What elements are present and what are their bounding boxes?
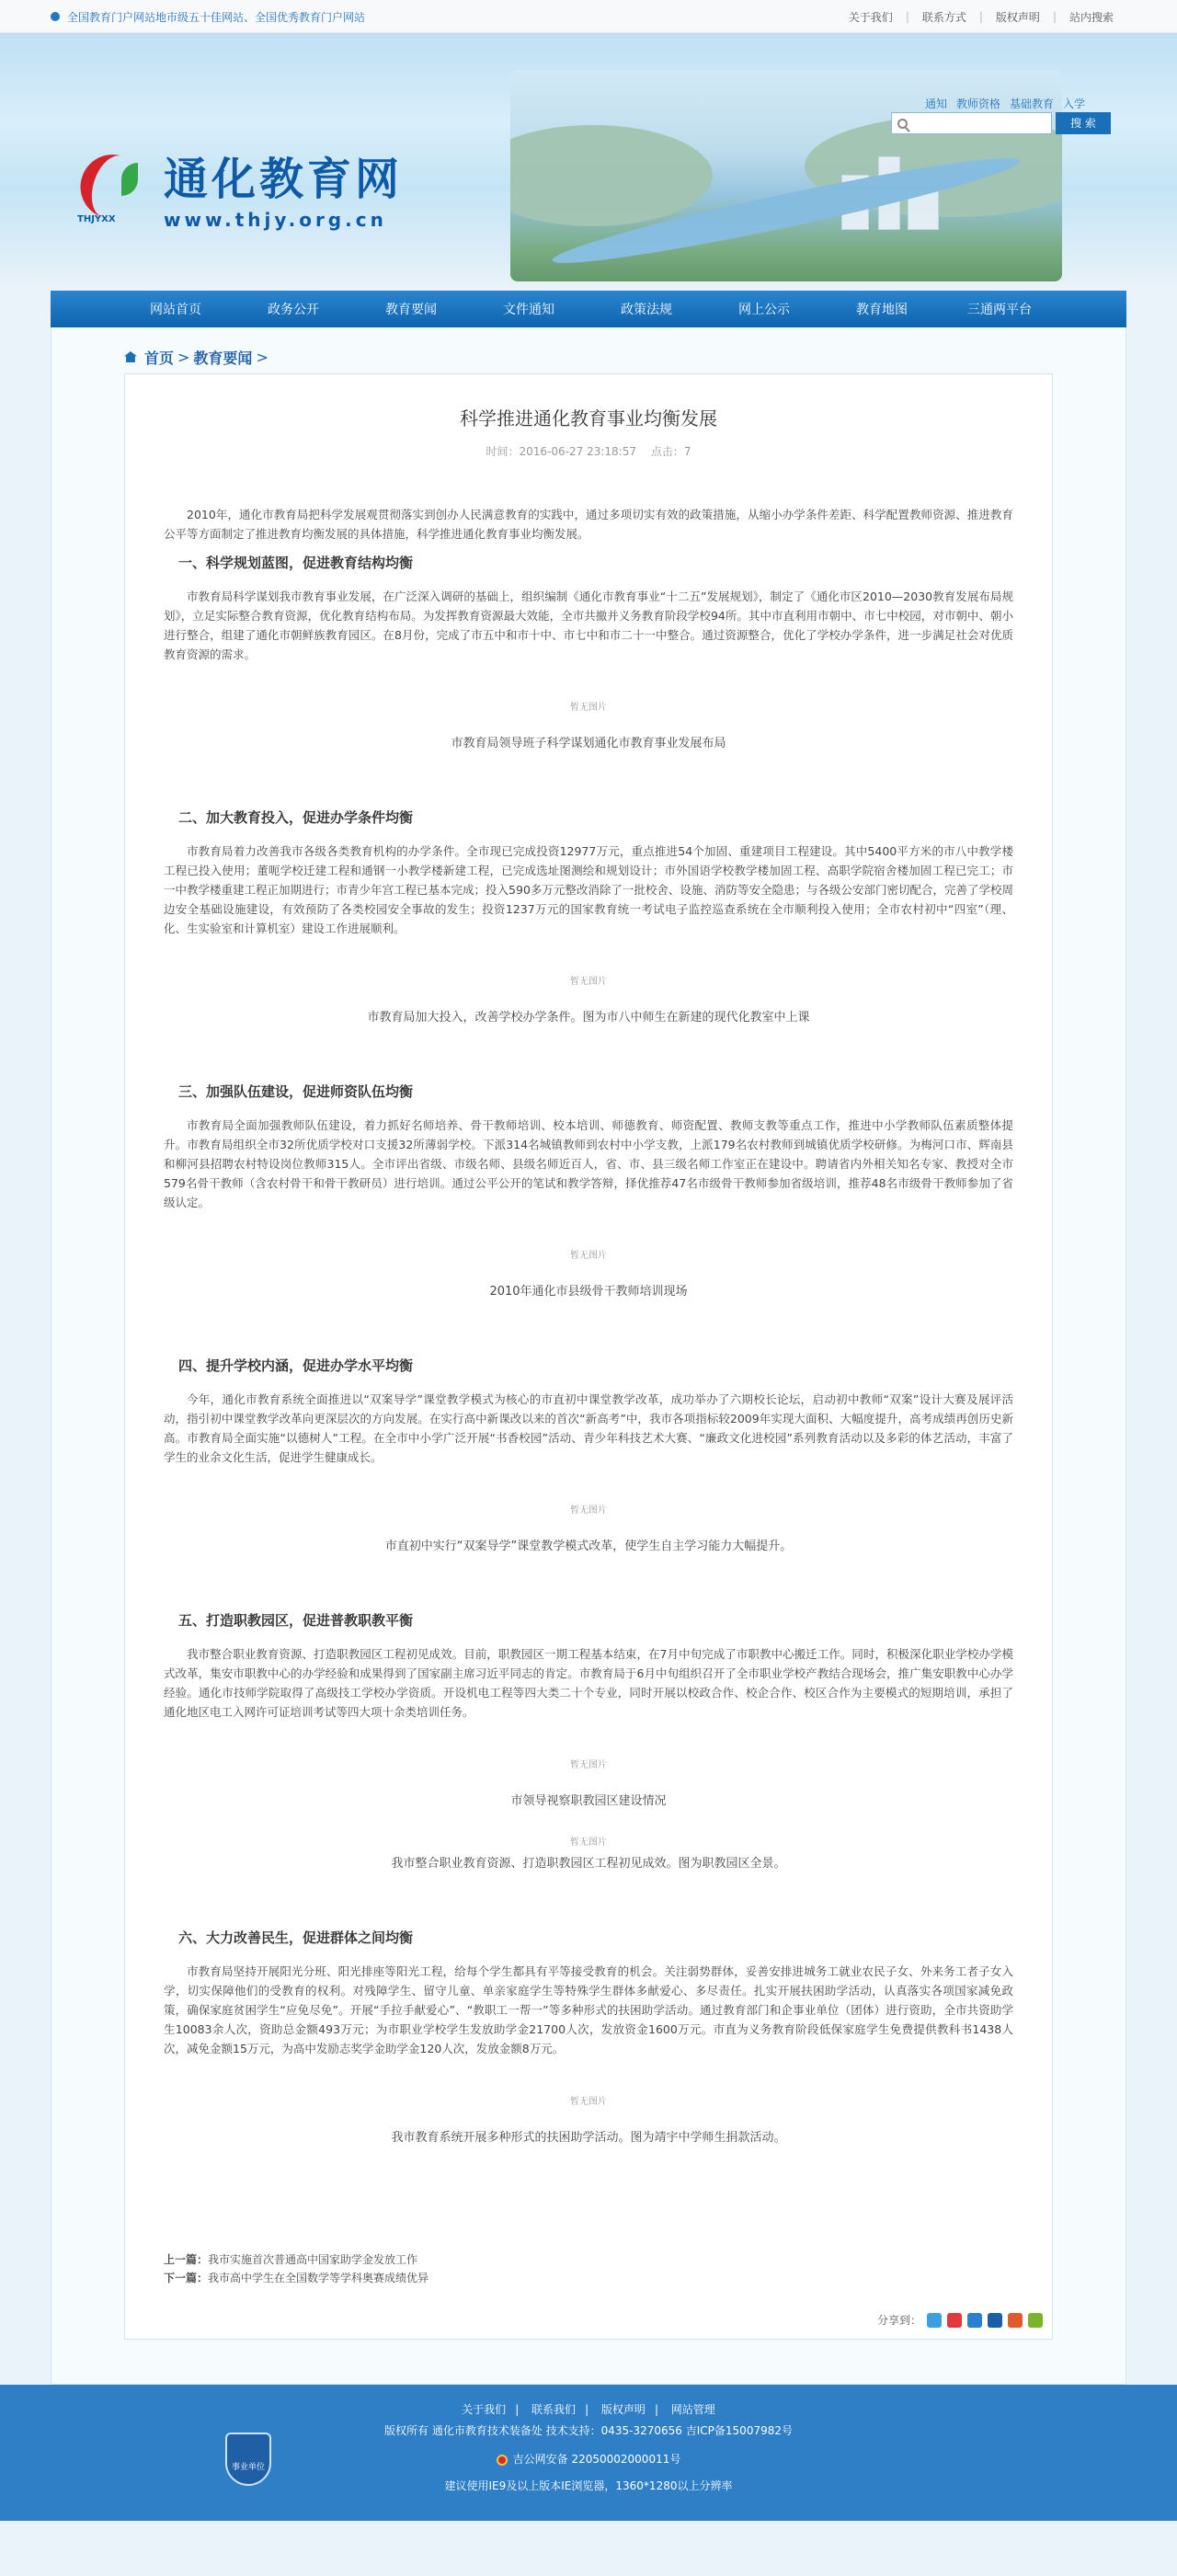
image-placeholder: 暂无图片: [570, 703, 607, 713]
image-placeholder: 暂无图片: [570, 977, 607, 987]
article-section: [164, 1356, 1013, 1553]
institution-badge-icon[interactable]: 事业单位: [225, 2433, 271, 2486]
search-input[interactable]: [891, 112, 1052, 134]
section-heading: 三、加强队伍建设，促进师资队伍均衡: [178, 1083, 414, 1100]
article-section: [164, 553, 1013, 750]
site-name: 通化教育网: [164, 154, 404, 205]
main-content: [51, 327, 1126, 2385]
article-section: [164, 1082, 1013, 1299]
nav-education-news[interactable]: 教育要闻: [385, 303, 437, 317]
image-caption: 市领导视察职教园区建设情况: [510, 1794, 667, 1808]
site-url: www.thjy.org.cn: [164, 209, 387, 231]
section-text: 市教育局全面加强教师队伍建设，着力抓好名师培养、骨干教师培训、校本培训、师德教育、师资配置、教师支教等重点工作，推进中小学教师队伍素质整体提升。市教育局组织全市32所优质学校对口支援32所薄弱学校。下派314名城镇教师到农村中小学支教，上派179名农村教师到城镇优质学校研修。为梅河口市、辉南县和柳河县招聘农村特设岗位教师315人。全市评出省级、市级名师、县级名师近百人，省、市、县三级名师工作室正在建设中。聘请省内外相关知名专家、教授对全市579名骨干教师（含农村骨干和骨干教研员）进行培训。通过公平公开的笔试和教学答辩，择优推荐47名市级骨干教师参加省级培训，推荐48名市级骨干教师参加了省级认定。: [164, 1118, 1013, 1209]
article-intro: 2010年，通化市教育局把科学发展观贯彻落实到创办人民满意教育的实践中，通过多项切实有效的政策措施，从缩小办学条件差距、科学配置教师资源、推进教育公平等方面制定了推进教育均衡发展的具体措施，科学推进通化教育事业均衡发展。: [164, 508, 1013, 541]
article-section: [164, 1928, 1013, 2145]
share-renren-icon[interactable]: [988, 2313, 1002, 2328]
section-text: 我市整合职业教育资源、打造职教园区工程初见成效。目前，职教园区一期工程基本结束，在7月中旬完成了市职教中心搬迁工作。同时，积极深化职业学校办学模式改革，集安市职教中心的办学经验和成果得到了国家副主席习近平同志的肯定。市教育局于6月中旬组织召开了全市职业学校产教结合现场会，推广集安职教中心办学经验。通化市技师学院取得了高级技工学校办学资质。开设机电工程等四大类二十个专业，同时开展以校政合作、校企合作、校区合作为主要模式的短期培训，承担了通化地区电工入网许可证培训考试等四大项十余类培训任务。: [164, 1647, 1013, 1719]
share-more-icon[interactable]: [1028, 2313, 1043, 2328]
article: [124, 373, 1053, 2340]
prev-article-link[interactable]: 我市实施首次普通高中国家助学金发放工作: [208, 2253, 418, 2266]
home-icon: [124, 351, 137, 362]
footer-link-copyright[interactable]: 版权声明: [600, 2403, 646, 2416]
section-heading: 五、打造职教园区，促进普教职教平衡: [178, 1612, 414, 1629]
share-kaixin-icon[interactable]: [1008, 2313, 1023, 2328]
share-weibo-icon[interactable]: [947, 2313, 962, 2328]
search-button[interactable]: 搜 索: [1056, 112, 1111, 134]
quick-link-enrollment[interactable]: 入学: [1062, 97, 1085, 110]
image-placeholder: 暂无图片: [570, 1838, 607, 1848]
share-qzone-icon[interactable]: [927, 2313, 942, 2328]
main-nav: [51, 291, 1126, 327]
nav-platforms[interactable]: 三通两平台: [967, 303, 1032, 317]
quick-link-teacher-qualification[interactable]: 教师资格: [955, 97, 1000, 110]
image-caption: 市教育局领导班子科学谋划通化市教育事业发展布局: [451, 737, 726, 750]
image-caption: 2010年通化市县级骨干教师培训现场: [489, 1285, 688, 1299]
quick-links: [916, 96, 1085, 111]
section-text: 今年，通化市教育系统全面推进以“双案导学”课堂教学模式为核心的市直初中课堂教学改革，成功举办了六期校长论坛，启动初中教师“双案”设计大赛及展评活动，指引初中课堂教学改革向更深层次的方向发展。在实行高中新课改以来的首次“新高考”中，我市各项指标较2009年实现大面积、大幅度提升，高考成绩再创历史新高。市教育局全面实施“以德树人”工程。在全市中小学广泛开展“书香校园”活动、青少年科技艺术大赛、“廉政文化进校园”系列教育活动以及多彩的体艺活动，丰富了学生的业余文化生活，促进学生健康成长。: [164, 1392, 1013, 1464]
top-link-copyright[interactable]: 版权声明: [995, 10, 1040, 24]
section-heading: 二、加大教育投入，促进办学条件均衡: [178, 809, 414, 826]
article-time: 时间：2016-06-27 23:18:57: [486, 445, 636, 458]
footer-copyright: 版权所有 通化市教育技术装备处 技术支持：0435-3270656 吉ICP备15007982号: [384, 2424, 793, 2437]
article-title: 科学推进通化教育事业均衡发展: [460, 407, 717, 429]
image-placeholder: 暂无图片: [570, 1760, 607, 1770]
footer-link-contact[interactable]: 联系我们: [531, 2403, 577, 2416]
section-heading: 一、科学规划蓝图，促进教育结构均衡: [178, 555, 414, 571]
top-link-about[interactable]: 关于我们: [848, 10, 893, 24]
image-placeholder: 暂无图片: [570, 2097, 607, 2107]
police-emblem-icon: [497, 2455, 508, 2466]
logo-mark-icon: THJYXX: [74, 146, 156, 229]
share-label: 分享到：: [876, 2314, 921, 2327]
breadcrumb-home[interactable]: 首页: [144, 349, 175, 367]
section-text: 市教育局科学谋划我市教育事业发展，在广泛深入调研的基础上，组织编制《通化市教育事业“十二五”发展规划》，制定了《通化市区2010—2030教育发展布局规划》，立足实际整合教育资源，优化教育结构布局。为发挥教育资源最大效能，全市共撤并义务教育阶段学校94所。其中市直利用市朝中、市七中校园，对市朝中、朝小进行整合，组建了通化市朝鲜族教育园区。在8月份，完成了市五中和市十中、市七中和市二十一中整合。通过资源整合，优化了学校办学条件，进一步满足社会对优质教育资源的需求。: [164, 590, 1013, 661]
breadcrumb-section[interactable]: 教育要闻: [193, 349, 253, 367]
image-caption: 市直初中实行“双案导学”课堂教学模式改革，使学生自主学习能力大幅提升。: [384, 1540, 793, 1553]
section-heading: 四、提升学校内涵，促进办学水平均衡: [178, 1357, 414, 1374]
nav-policies[interactable]: 政策法规: [621, 303, 672, 317]
search-bar: [891, 112, 1111, 134]
nav-notices[interactable]: 文件通知: [503, 303, 554, 317]
section-text: 市教育局坚持开展阳光分班、阳光排座等阳光工程，给每个学生都具有平等接受教育的机会。关注弱势群体，妥善安排进城务工就业农民子女、外来务工者子女入学，切实保障他们的受教育的权利。对残障学生、留守儿童、单亲家庭学生等特殊学生群体多献爱心、多尽责任。扎实开展扶困助学活动，认真落实各项国家减免政策，确保家庭贫困学生“应免尽免”。开展“手拉手献爱心”、“教职工一帮一”等多种形式的扶困助学活动。通过教育部门和企事业单位（团体）进行资助，全市共资助学生10083余人次，资助总金额493万元；为市职业学校学生发放助学金21700人次，发放资金1600万元。市直为义务教育阶段低保家庭学生免费提供教科书1438人次，减免金额15万元，为高中发励志奖学金助学金120人次，发放金额8万元。: [164, 1964, 1013, 2055]
image-caption: 我市教育系统开展多种形式的扶困助学活动。图为靖宇中学师生捐款活动。: [391, 2131, 786, 2145]
nav-public-notice[interactable]: 网上公示: [738, 303, 790, 317]
article-meta: [164, 443, 1013, 459]
bullet-icon: [51, 12, 60, 21]
breadcrumb: 首页 > 教育要闻 >: [124, 327, 1053, 373]
footer-link-about[interactable]: 关于我们: [462, 2403, 507, 2416]
top-link-search[interactable]: 站内搜索: [1068, 10, 1114, 24]
share-tencent-weibo-icon[interactable]: [967, 2313, 982, 2328]
quick-link-basic-education[interactable]: 基础教育: [1009, 97, 1054, 110]
nav-education-map[interactable]: 教育地图: [856, 303, 908, 317]
article-section: [164, 807, 1013, 1025]
article-section: [164, 1610, 1013, 1871]
top-notice-text[interactable]: 全国教育门户网站地市级五十佳网站、全国优秀教育门户网站: [67, 10, 366, 24]
share-bar: [877, 2312, 1043, 2328]
image-placeholder: 暂无图片: [570, 1506, 607, 1516]
image-placeholder: 暂无图片: [570, 1251, 607, 1261]
site-footer: [0, 2385, 1177, 2521]
prev-next-links: 上一篇：我市实施首次普通高中国家助学金发放工作 下一篇：我市高中学生在全国数学等学科奥赛成绩优异: [164, 2253, 429, 2284]
footer-browser-tip: 建议使用IE9及以上版本IE浏览器，1360*1280以上分辨率: [444, 2479, 733, 2492]
section-text: 市教育局着力改善我市各级各类教育机构的办学条件。全市现已完成投资12977万元，重点推进54个加固、重建项目工程建设。其中5400平方米的市八中教学楼工程已投入使用；董呃学校迁建工程和通钢一小教学楼新建工程，已完成选址图测绘和规划设计；市外国语学校教学楼加固工程、高职学院宿舍楼加固工程已完工；市一中教学楼重建工程正加期进行；市青少年宫工程已基本完成；投入590多万元整改消除了一批校舍、设施、消防等安全隐患；与各级公安部门密切配合，完善了学校周边安全基础设施建设，有效预防了各类校园安全事故的发生；投资1237万元的国家教育统一考试电子监控巡查系统在全市顺利投入使用；全市农村初中“四室”（理、化、生实验室和计算机室）建设工作进展顺利。: [164, 844, 1013, 935]
next-article-link[interactable]: 我市高中学生在全国数学等学科奥赛成绩优异: [208, 2272, 429, 2284]
nav-government-affairs[interactable]: 政务公开: [268, 303, 319, 317]
site-header: [0, 33, 1177, 291]
top-notice: [51, 9, 365, 25]
search-icon: [897, 119, 908, 129]
image-caption: 我市整合职业教育资源、打造职教园区工程初见成效。图为职教园区全景。: [391, 1857, 786, 1871]
image-caption: 市教育局加大投入，改善学校办学条件。图为市八中师生在新建的现代化教室中上课: [367, 1011, 810, 1025]
site-logo[interactable]: [74, 143, 403, 231]
footer-link-admin[interactable]: 网站管理: [670, 2403, 715, 2416]
nav-home[interactable]: 网站首页: [150, 303, 201, 317]
footer-police: 吉公网安备 22050002000011号: [51, 2451, 1126, 2467]
top-links: 关于我们 | 联系方式 | 版权声明 | 站内搜索: [836, 9, 1126, 25]
top-link-contact[interactable]: 联系方式: [921, 10, 966, 24]
article-clicks: 点击：7: [650, 445, 691, 458]
footer-links: 关于我们 | 联系我们 | 版权声明 | 网站管理: [462, 2403, 715, 2416]
top-bar: [0, 0, 1177, 33]
quick-link-notice[interactable]: 通知: [924, 97, 947, 110]
section-heading: 六、大力改善民生，促进群体之间均衡: [178, 1929, 414, 1946]
